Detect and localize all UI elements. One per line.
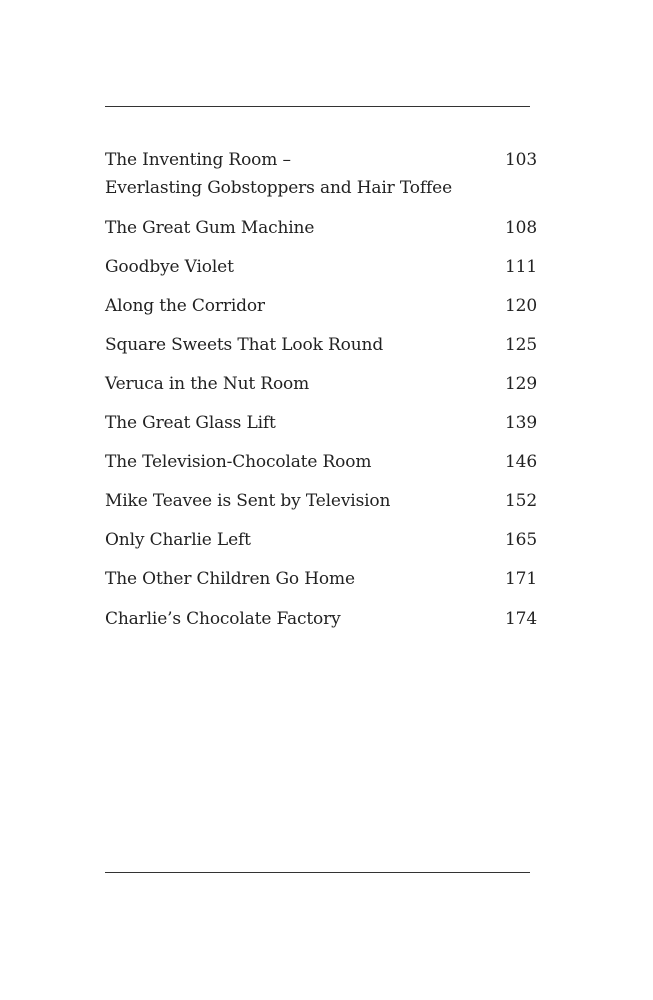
toc-entry (105, 370, 537, 398)
toc-entry-title: The Great Glass Lift (105, 413, 276, 434)
toc-entry-page-number: 125 (505, 334, 537, 355)
toc-entry-page-number: 171 (505, 569, 537, 590)
toc-entry-title: Goodbye Violet (105, 256, 234, 277)
toc-entry (105, 253, 537, 281)
toc-entry-title-line: Everlasting Gobstoppers and Hair Toffee (105, 178, 452, 198)
toc-entry-page-number: 174 (505, 608, 537, 629)
toc-entry-title: Along the Corridor (105, 295, 265, 316)
toc-entry-title: Veruca in the Nut Room (105, 373, 310, 394)
toc-entry-page-number: 139 (505, 413, 537, 434)
toc-entry (105, 409, 537, 437)
toc-entry (105, 331, 537, 359)
toc-entry-page-number: 120 (505, 295, 537, 316)
toc-entry-page-number: 129 (505, 373, 537, 394)
toc-entry-title: The Television-Chocolate Room (105, 452, 372, 473)
toc-entry-title: Charlie’s Chocolate Factory (105, 608, 341, 629)
toc-entry-page-number: 165 (505, 530, 537, 551)
toc-entry-page-number: 146 (505, 452, 537, 473)
toc-entry-title-line: The Inventing Room – (105, 150, 291, 170)
table-of-contents (105, 146, 537, 644)
toc-entry (105, 292, 537, 320)
toc-entry-title: The Great Gum Machine (105, 217, 315, 238)
toc-entry-page-number: 152 (505, 491, 537, 512)
toc-entry-title: Square Sweets That Look Round (105, 334, 384, 355)
toc-entry-page-number: 103 (505, 150, 537, 170)
toc-entry-title: Mike Teavee is Sent by Television (105, 491, 391, 512)
toc-entry (105, 448, 537, 476)
toc-entry (105, 487, 537, 515)
toc-entry-title (105, 146, 475, 202)
toc-entry (105, 605, 537, 633)
toc-entry (105, 146, 537, 202)
toc-entry (105, 565, 537, 593)
bottom-rule (105, 872, 530, 873)
toc-entry-title: Only Charlie Left (105, 530, 251, 551)
toc-entry (105, 214, 537, 242)
toc-entry (105, 526, 537, 554)
toc-entry-page-number: 111 (505, 256, 537, 277)
toc-entry-title: The Other Children Go Home (105, 569, 355, 590)
top-rule (105, 106, 530, 107)
toc-entry-page-number: 108 (505, 217, 537, 238)
